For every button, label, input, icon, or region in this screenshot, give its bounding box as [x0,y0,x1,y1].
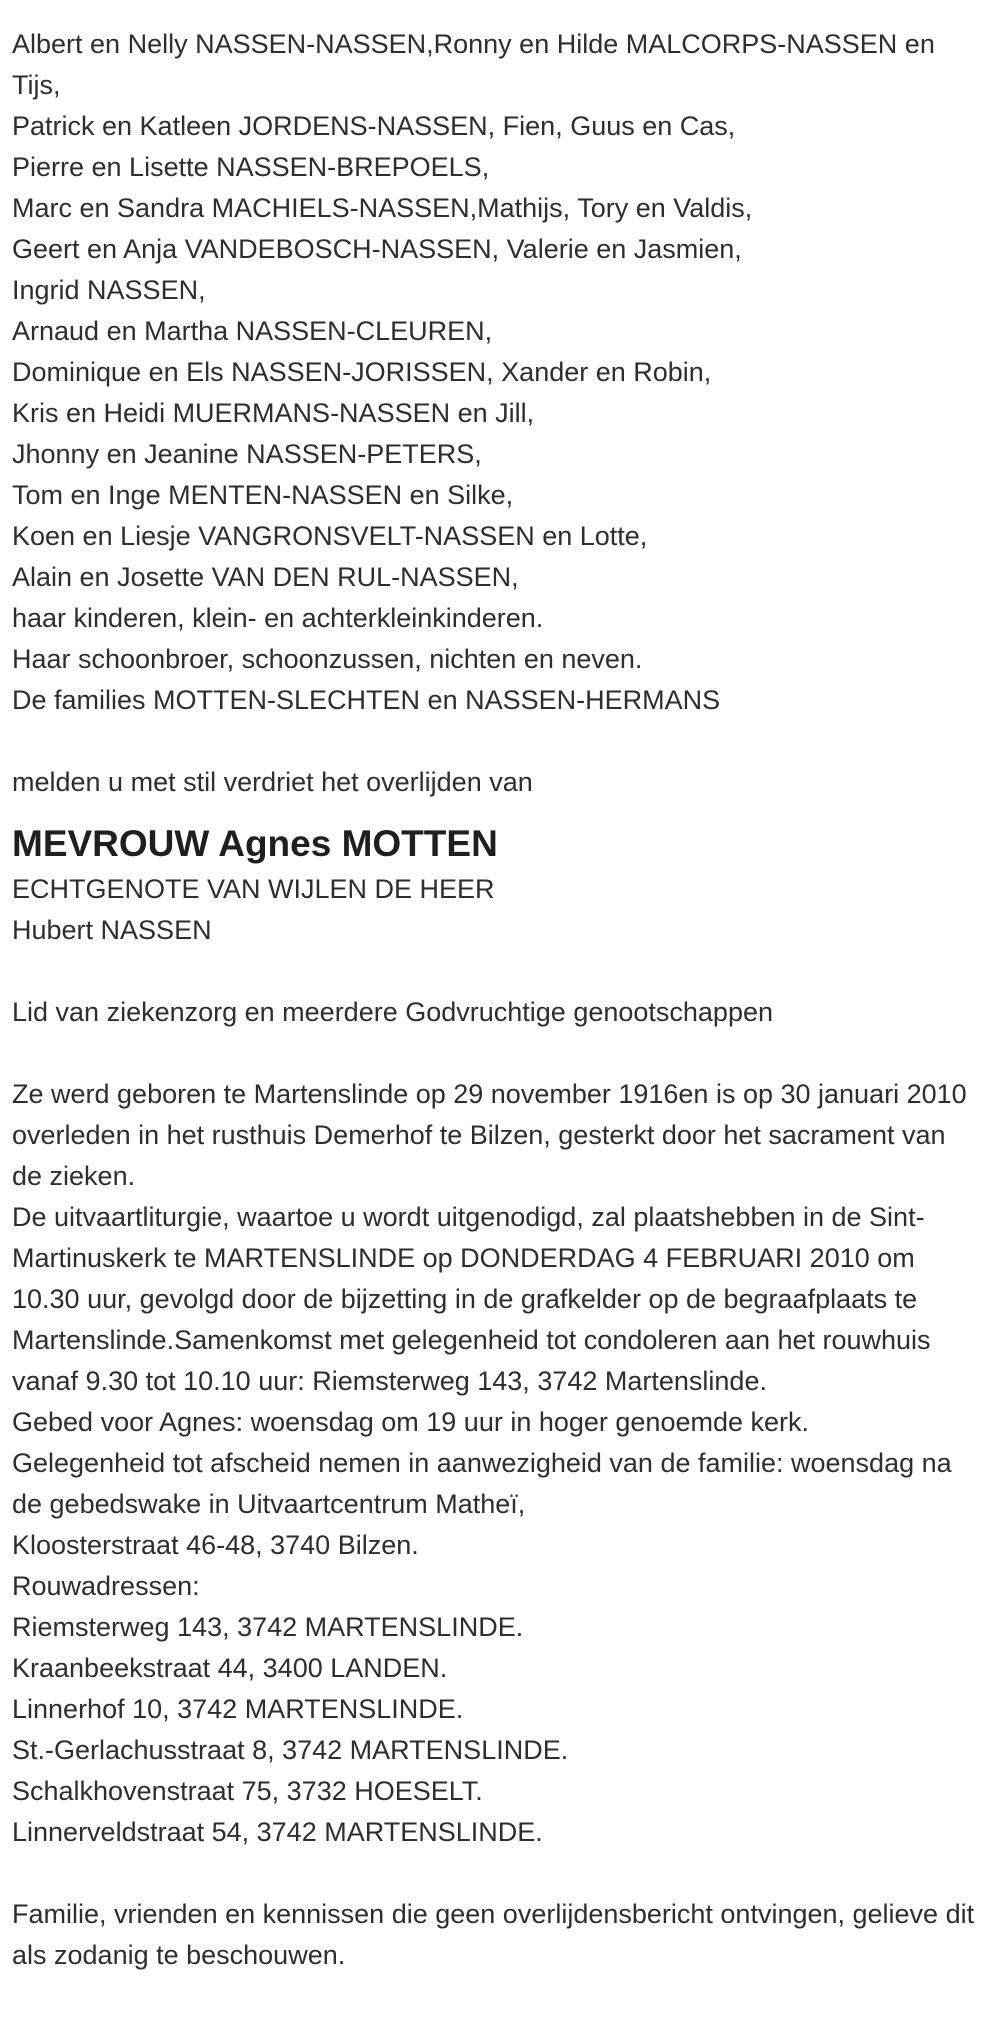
family-line: Patrick en Katleen JORDENS-NASSEN, Fien, Guus en Cas, [12,111,736,141]
family-line: Ingrid NASSEN, [12,275,206,305]
deceased-spouse-name: Hubert NASSEN [12,915,212,945]
family-line: haar kinderen, klein- en achterkleinkinderen. [12,603,544,633]
body-line: Linnerveldstraat 54, 3742 MARTENSLINDE. [12,1817,543,1847]
family-line: Tom en Inge MENTEN-NASSEN en Silke, [12,480,514,510]
funeral-details-block [12,1074,980,1853]
deceased-subtitle: ECHTGENOTE VAN WIJLEN DE HEER [12,874,495,904]
body-line: De uitvaartliturgie, waartoe u wordt uitgenodigd, zal plaatshebben in de Sint-Martinuskerk te MARTENSLINDE op DONDERDAG 4 FEBRUARI 2010 om 10.30 uur, gevolgd door de bijzetting in de grafkelder op de begraafplaats te Martenslinde.Samenkomst met gelegenheid tot condoleren aan het rouwhuis [12,1202,931,1355]
body-line: vanaf 9.30 tot 10.10 uur: Riemsterweg 143, 3742 Martenslinde. [12,1366,767,1396]
closing-paragraph: Familie, vrienden en kennissen die geen overlijdensbericht ontvingen, gelieve dit als zodanig te beschouwen. [12,1899,975,1970]
body-line: Linnerhof 10, 3742 MARTENSLINDE. [12,1694,464,1724]
membership-line: Lid van ziekenzorg en meerdere Godvruchtige genootschappen [12,997,773,1027]
body-line: Schalkhovenstraat 75, 3732 HOESELT. [12,1776,483,1806]
family-line: Albert en Nelly NASSEN-NASSEN,Ronny en Hilde MALCORPS-NASSEN en Tijs, [12,29,935,100]
body-line: Kloosterstraat 46-48, 3740 Bilzen. [12,1530,419,1560]
family-line: Marc en Sandra MACHIELS-NASSEN,Mathijs, Tory en Valdis, [12,193,753,223]
body-line: Kraanbeekstraat 44, 3400 LANDEN. [12,1653,448,1683]
body-line: Gelegenheid tot afscheid nemen in aanwezigheid van de familie: woensdag na de gebedswake in Uitvaartcentrum Matheï, [12,1448,952,1519]
family-line: Dominique en Els NASSEN-JORISSEN, Xander en Robin, [12,357,712,387]
family-line: Kris en Heidi MUERMANS-NASSEN en Jill, [12,398,535,428]
deceased-block [12,819,980,951]
body-line: Ze werd geboren te Martenslinde op 29 november 1916en is op 30 januari 2010 overleden in het rusthuis Demerhof te Bilzen, gesterkt door het sacrament van de zieken. [12,1079,967,1191]
announcement-line: melden u met stil verdriet het overlijden van [12,767,533,797]
family-line: Alain en Josette VAN DEN RUL-NASSEN, [12,562,519,592]
family-line: Arnaud en Martha NASSEN-CLEUREN, [12,316,493,346]
body-line: Gebed voor Agnes: woensdag om 19 uur in hoger genoemde kerk. [12,1407,810,1437]
body-line: Riemsterweg 143, 3742 MARTENSLINDE. [12,1612,524,1642]
family-line: Geert en Anja VANDEBOSCH-NASSEN, Valerie en Jasmien, [12,234,742,264]
body-line: St.-Gerlachusstraat 8, 3742 MARTENSLINDE. [12,1735,569,1765]
family-line: De families MOTTEN-SLECHTEN en NASSEN-HERMANS [12,685,721,715]
deceased-name-heading: MEVROUW Agnes MOTTEN [12,823,498,864]
family-line: Koen en Liesje VANGRONSVELT-NASSEN en Lotte, [12,521,648,551]
family-relatives-list [12,24,980,721]
family-line: Pierre en Lisette NASSEN-BREPOELS, [12,152,490,182]
family-line: Haar schoonbroer, schoonzussen, nichten en neven. [12,644,643,674]
family-line: Jhonny en Jeanine NASSEN-PETERS, [12,439,482,469]
body-line: Rouwadressen: [12,1571,200,1601]
